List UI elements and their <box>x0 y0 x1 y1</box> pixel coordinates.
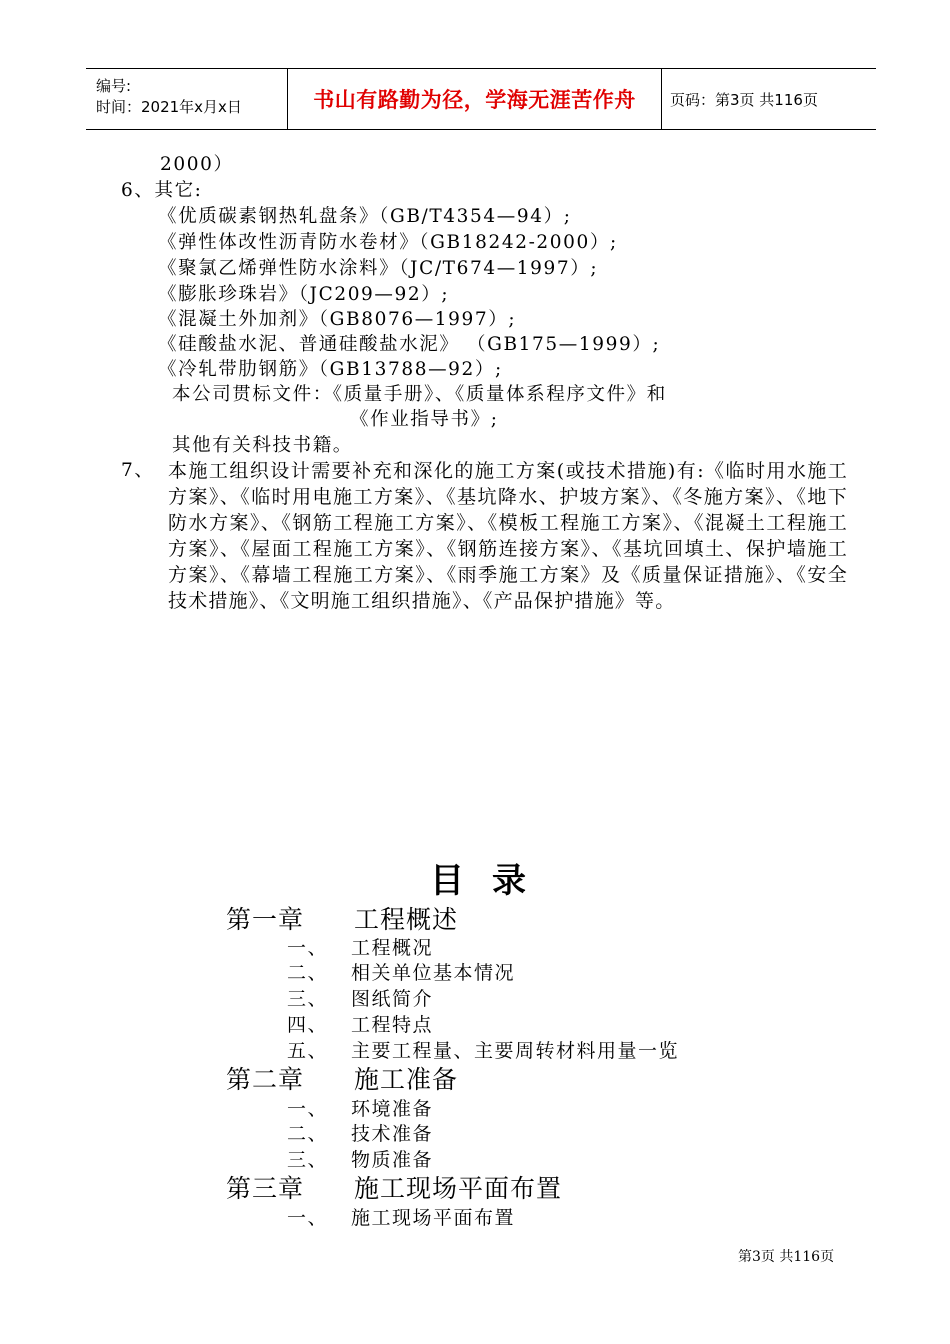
reference-item: 《冷轧带肋钢筋》（GB13788—92）; <box>158 359 503 380</box>
item-7-paragraph: 本施工组织设计需要补充和深化的施工方案(或技术措施)有:《临时用水施工方案》、《临时用电施工方案》、《基坑降水、护坡方案》、《冬施方案》、《地下防水方案》、《钢筋工程施工方案》、《模板工程施工方案》、《混凝土工程施工方案》、《屋面工程施工方案》、《钢筋连接方案》、《基坑回填土、保护墙施工方案》、《幕墙工程施工方案》、《雨季施工方案》及《质量保证措施》、《安全技术措施》、《文明施工组织措施》、《产品保护措施》等。 <box>168 460 848 612</box>
toc-item-title: 环境准备 <box>351 1098 434 1120</box>
toc-item-number: 二、 <box>287 962 329 984</box>
toc-item <box>287 1036 679 1063</box>
toc-item-number: 三、 <box>287 1149 329 1171</box>
toc-chapter <box>226 900 458 936</box>
toc-item-title: 工程特点 <box>351 1014 434 1036</box>
item-7-number: 7、 <box>121 460 155 481</box>
toc-item-number: 一、 <box>287 1207 329 1229</box>
toc-chapter-title: 施工现场平面布置 <box>354 1174 563 1203</box>
toc-item-title: 相关单位基本情况 <box>351 962 516 984</box>
toc-item-title: 施工现场平面布置 <box>351 1207 516 1229</box>
reference-item: 《混凝土外加剂》（GB8076—1997）; <box>158 309 517 330</box>
toc-item <box>287 1094 433 1121</box>
item-6-title: 6、其它: <box>121 180 203 201</box>
header-motto: 书山有路勤为径，学海无涯苦作舟 <box>288 69 662 129</box>
toc-chapter-number: 第三章 <box>226 1174 305 1203</box>
toc-item-title: 技术准备 <box>351 1123 434 1145</box>
toc-item-number: 二、 <box>287 1123 329 1145</box>
header-page-info: 页码：第3页 共116页 <box>670 90 818 109</box>
toc-item-number: 一、 <box>287 937 329 959</box>
toc-item <box>287 1010 433 1037</box>
toc-item-title: 工程概况 <box>351 937 434 959</box>
company-docs-line-2: 《作业指导书》; <box>350 409 499 430</box>
header-number-label: 编号: <box>96 77 132 95</box>
toc-chapter-title: 工程概述 <box>354 905 459 934</box>
other-books-line: 其他有关科技书籍。 <box>172 435 353 456</box>
reference-item: 《优质碳素钢热轧盘条》（GB/T4354—94）; <box>158 206 572 227</box>
page-header <box>86 68 876 130</box>
toc-item-title: 物质准备 <box>351 1149 434 1171</box>
toc-item-number: 一、 <box>287 1098 329 1120</box>
continuation-line: 2000） <box>160 154 234 175</box>
toc-chapter <box>226 1169 562 1205</box>
toc-chapter <box>226 1060 458 1096</box>
header-meta <box>86 69 288 129</box>
reference-item: 《聚氯乙烯弹性防水涂料》（JC/T674—1997）; <box>158 258 599 279</box>
toc-item <box>287 933 433 960</box>
toc-item <box>287 1119 433 1146</box>
reference-item: 《膨胀珍珠岩》（JC209—92）; <box>158 284 450 305</box>
page-footer: 第3页 共116页 <box>738 1249 835 1265</box>
toc-item-title: 图纸简介 <box>351 988 434 1010</box>
toc-item-title: 主要工程量、主要周转材料用量一览 <box>351 1040 680 1062</box>
reference-item: 《硅酸盐水泥、普通硅酸盐水泥》 （GB175—1999）; <box>158 334 661 355</box>
toc-item <box>287 1145 433 1172</box>
company-docs-line-1: 本公司贯标文件：《质量手册》、《质量体系程序文件》和 <box>172 384 667 405</box>
toc-item-number: 四、 <box>287 1014 329 1036</box>
toc-item <box>287 1203 515 1230</box>
toc-item <box>287 984 433 1011</box>
toc-chapter-number: 第二章 <box>226 1065 305 1094</box>
toc-title: 目录 <box>430 861 554 901</box>
toc-item-number: 三、 <box>287 988 329 1010</box>
toc-item-number: 五、 <box>287 1040 329 1062</box>
toc-chapter-number: 第一章 <box>226 905 305 934</box>
reference-item: 《弹性体改性沥青防水卷材》（GB18242-2000）; <box>158 232 618 253</box>
toc-chapter-title: 施工准备 <box>354 1065 459 1094</box>
toc-item <box>287 958 515 985</box>
header-time-label: 时间：2021年x月x日 <box>96 98 242 116</box>
